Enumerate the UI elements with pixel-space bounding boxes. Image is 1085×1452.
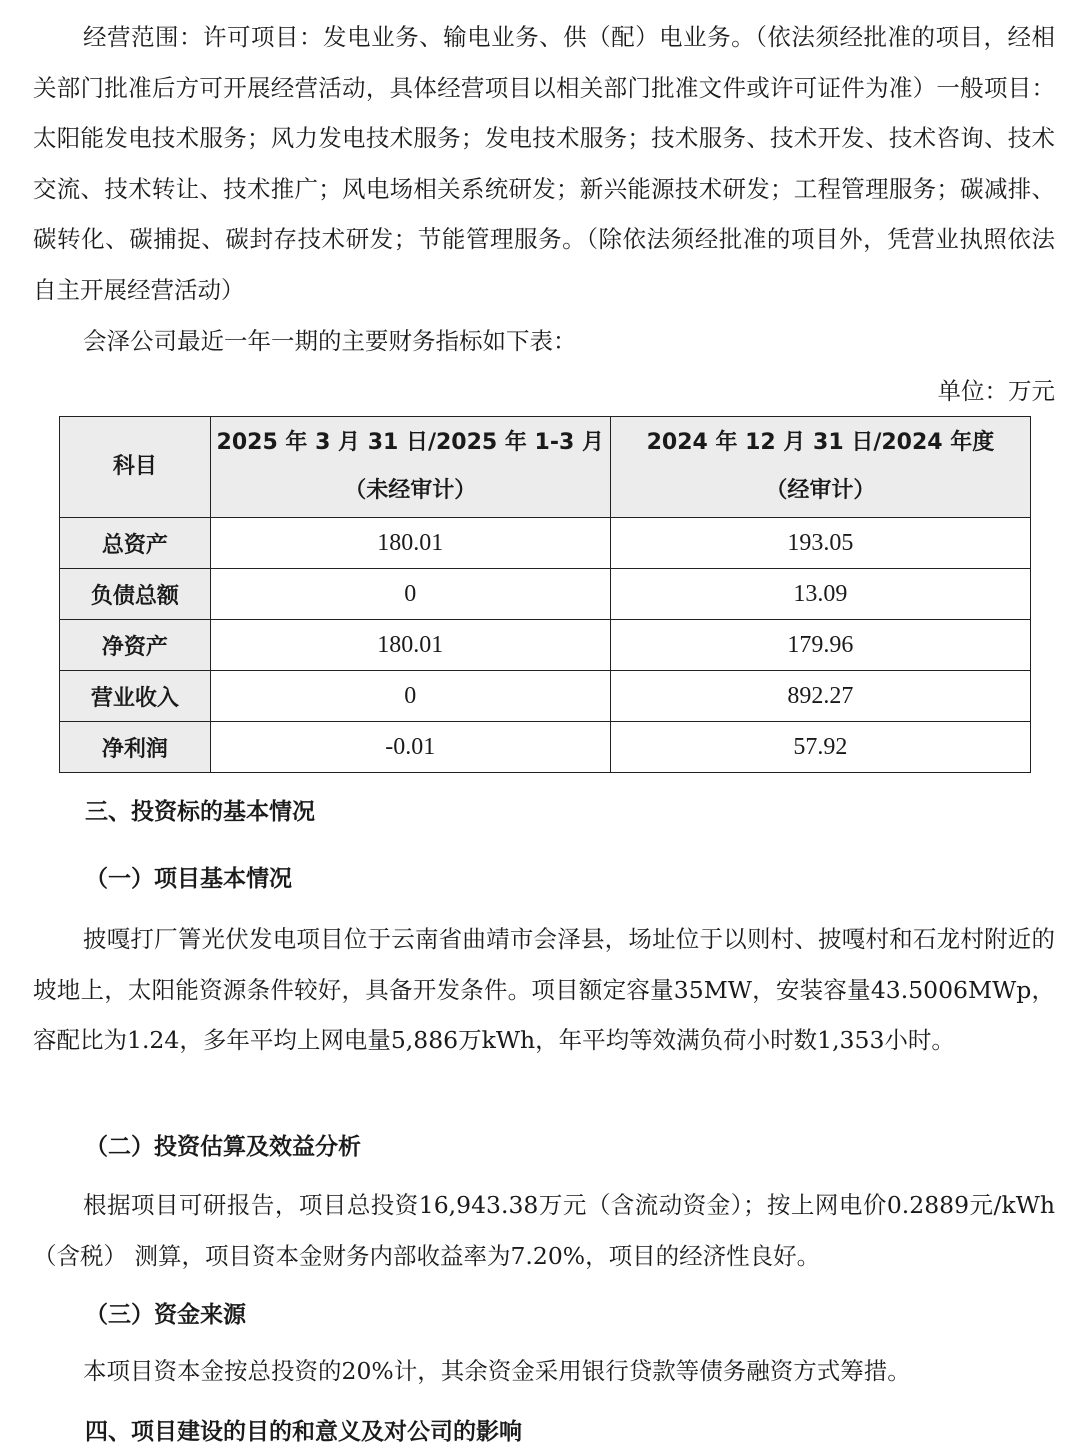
row-label: 净资产 [60,620,211,671]
cell-2024: 57.92 [610,722,1030,773]
table-row [60,671,1031,722]
cell-2025: -0.01 [210,722,610,773]
unit-label: 单位：万元 [937,377,1055,405]
cell-2024: 193.05 [610,518,1030,569]
table-intro-text: 会泽公司最近一年一期的主要财务指标如下表： [83,327,577,355]
business-scope-paragraph: 经营范围：许可项目：发电业务、输电业务、供（配）电业务。（依法须经批准的项目，经相关部门批准后方可开展经营活动，具体经营项目以相关部门批准文件或许可证件为准）一般项目：太阳能发电技术服务；风力发电技术服务；发电技术服务；技术服务、技术开发、技术咨询、技术交流、技术转让、技术推广；风电场相关系统研发；新兴能源技术研发；工程管理服务；碳减排、碳转化、碳捕捉、碳封存技术研发；节能管理服务。（除依法须经批准的项目外，凭营业执照依法自主开展经营活动） [33,23,1055,304]
header-2024-audit: （经审计） [765,478,876,503]
table-row [60,569,1031,620]
row-label: 总资产 [60,518,211,569]
header-2025 [210,417,610,518]
cell-2024: 179.96 [610,620,1030,671]
header-item: 科目 [60,417,211,518]
project-basic-info-paragraph: 披嘎打厂箐光伏发电项目位于云南省曲靖市会泽县，场址位于以则村、披嘎村和石龙村附近的坡地上，太阳能资源条件较好，具备开发条件。项目额定容量35MW，安装容量43.5006MWp，容配比为1.24，多年平均上网电量5,886万kWh，年平均等效满负荷小时数1,353小时。 [33,925,1055,1054]
subsection-2-heading: （二）投资估算及效益分析 [85,1134,361,1160]
header-2024 [610,417,1030,518]
table-row [60,620,1031,671]
section-4-heading: 四、项目建设的目的和意义及对公司的影响 [85,1419,522,1445]
table-row [60,518,1031,569]
cell-2025: 0 [210,569,610,620]
row-label: 净利润 [60,722,211,773]
cell-2024: 892.27 [610,671,1030,722]
header-2024-period: 2024 年 12 月 31 日/2024 年度 [646,430,995,455]
row-label: 营业收入 [60,671,211,722]
row-label: 负债总额 [60,569,211,620]
cell-2025: 0 [210,671,610,722]
investment-estimate-paragraph: 根据项目可研报告，项目总投资16,943.38万元（含流动资金）；按上网电价0.2889元/kWh（含税） 测算，项目资本金财务内部收益率为7.20%，项目的经济性良好。 [33,1191,1055,1270]
header-2025-period: 2025 年 3 月 31 日/2025 年 1-3 月 [216,430,604,455]
subsection-1-heading: （一）项目基本情况 [85,866,292,892]
cell-2024: 13.09 [610,569,1030,620]
subsection-3-heading: （三）资金来源 [85,1302,246,1328]
cell-2025: 180.01 [210,518,610,569]
financial-indicators-table [59,416,1031,773]
section-3-heading: 三、投资标的基本情况 [85,799,315,825]
funding-source-paragraph: 本项目资本金按总投资的20%计，其余资金采用银行贷款等债务融资方式筹措。 [83,1357,911,1385]
table-row [60,722,1031,773]
cell-2025: 180.01 [210,620,610,671]
table-header-row [60,417,1031,518]
header-2025-audit: （未经审计） [344,478,477,503]
